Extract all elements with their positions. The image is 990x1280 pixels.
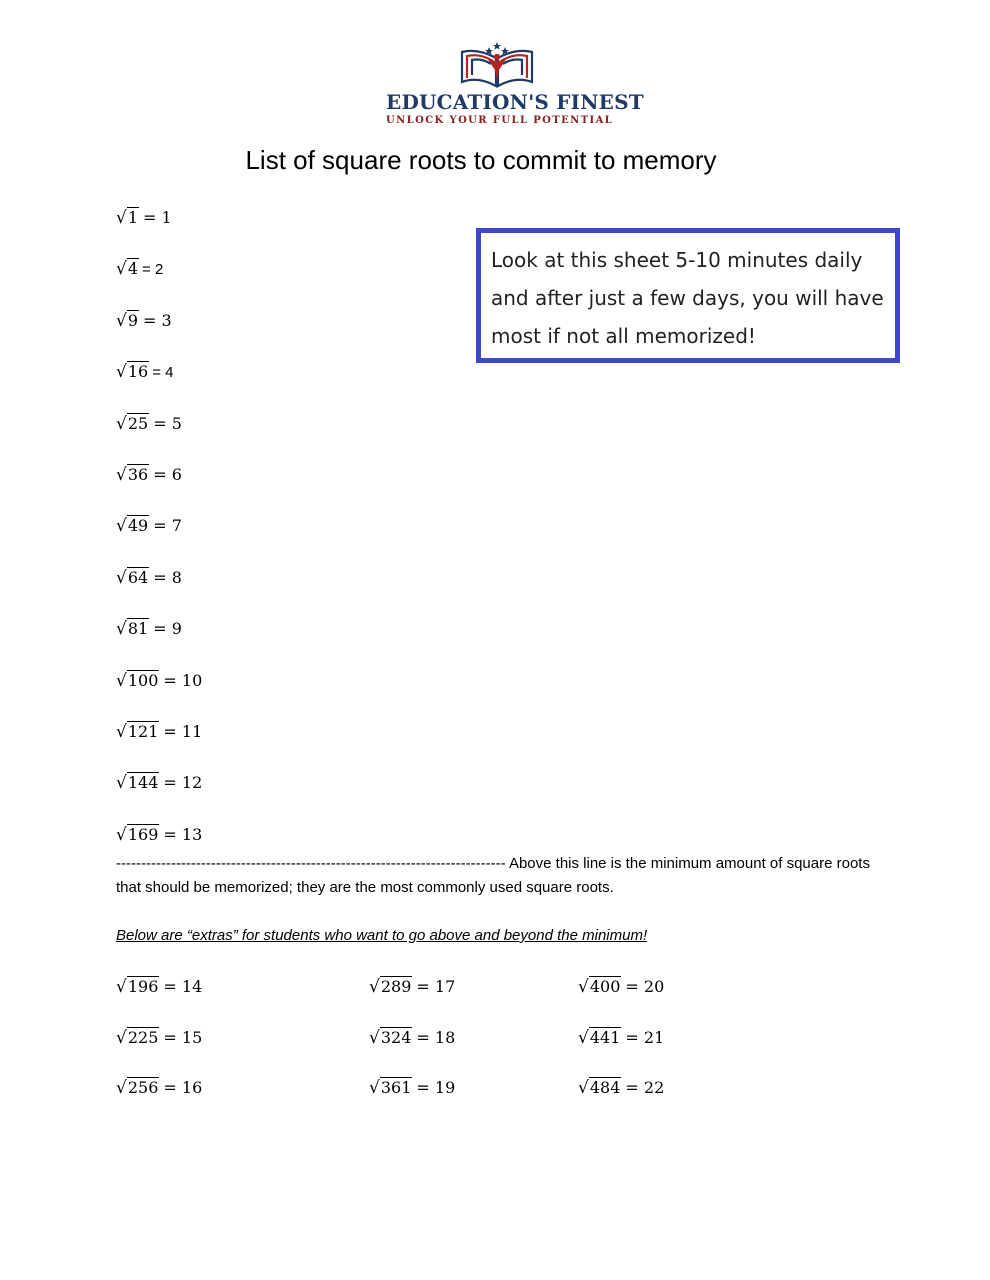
radical-expression: [578, 1028, 621, 1048]
radical-sign-icon: √: [369, 977, 380, 997]
radicand: 289: [380, 977, 412, 996]
root-equation: [578, 1078, 664, 1098]
root-value: = 4: [152, 364, 174, 382]
radical-expression: [369, 1028, 412, 1048]
root-equation: [578, 1028, 664, 1048]
radicand: 16: [127, 362, 149, 382]
callout-box: [476, 228, 900, 363]
root-value: = 13: [163, 824, 203, 844]
root-value: = 8: [153, 567, 182, 587]
radical-expression: [369, 1078, 412, 1098]
root-equation: [578, 977, 664, 997]
radical-sign-icon: √: [369, 1078, 380, 1098]
root-value: = 22: [625, 1078, 665, 1097]
radical-sign-icon: √: [116, 1078, 127, 1098]
radical-expression: [116, 516, 149, 536]
root-equation: [116, 516, 182, 536]
radical-sign-icon: √: [116, 362, 127, 383]
radical-sign-icon: √: [116, 977, 127, 997]
radicand: 361: [380, 1078, 412, 1097]
radicand: 144: [127, 773, 159, 793]
root-equation: [116, 568, 182, 588]
root-value: = 21: [625, 1027, 665, 1047]
radical-expression: [116, 311, 139, 331]
radical-expression: [116, 414, 149, 434]
root-value: = 18: [416, 1027, 456, 1047]
root-equation: [369, 1028, 455, 1048]
root-equation: [116, 825, 202, 845]
root-value: = 6: [153, 465, 182, 484]
radical-expression: [116, 362, 149, 382]
radical-sign-icon: √: [116, 310, 127, 331]
radical-sign-icon: √: [116, 516, 127, 537]
radical-expression: [116, 208, 139, 228]
radicand: 64: [127, 567, 149, 587]
radical-sign-icon: √: [116, 722, 127, 742]
root-value: = 11: [163, 722, 203, 741]
root-equation: [116, 311, 172, 331]
radicand: 36: [127, 465, 149, 484]
root-equation: [369, 1078, 455, 1098]
radicand: 121: [127, 722, 159, 741]
radical-expression: [116, 1028, 159, 1048]
radicand: 484: [589, 1078, 621, 1097]
radical-sign-icon: √: [116, 1027, 127, 1048]
radicand: 256: [127, 1078, 159, 1097]
radicand: 1: [127, 208, 139, 227]
root-equation: [369, 977, 455, 997]
radical-expression: [116, 825, 159, 845]
radical-expression: [578, 977, 621, 997]
root-equation: [116, 414, 182, 434]
brand-name: EDUCATION'S FINEST: [386, 90, 644, 114]
radical-sign-icon: √: [116, 208, 127, 228]
root-value: = 20: [625, 977, 665, 996]
root-equation: [116, 1028, 202, 1048]
root-equation: [116, 208, 172, 228]
root-equation: [116, 619, 182, 639]
radicand: 49: [127, 516, 149, 536]
logo: [386, 38, 644, 130]
open-book-logo-icon: [456, 38, 538, 90]
extras-heading: Below are “extras” for students who want to go above and beyond the minimum!: [116, 927, 648, 944]
root-equation: [116, 671, 202, 691]
radical-sign-icon: √: [578, 977, 589, 997]
page-title: List of square roots to commit to memory: [245, 145, 717, 175]
radical-expression: [116, 619, 149, 639]
radical-expression: [578, 1078, 621, 1098]
radical-expression: [116, 259, 139, 279]
radical-expression: [116, 465, 149, 485]
radical-sign-icon: √: [116, 465, 127, 485]
radical-sign-icon: √: [578, 1027, 589, 1048]
radicand: 25: [127, 413, 149, 433]
radical-sign-icon: √: [116, 670, 127, 691]
root-value: = 19: [416, 1078, 456, 1097]
radical-expression: [116, 1078, 159, 1098]
brand-tagline: UNLOCK YOUR FULL POTENTIAL: [386, 115, 614, 126]
root-equation: [116, 722, 202, 742]
radicand: 81: [127, 619, 149, 639]
radicand: 169: [127, 824, 159, 844]
root-value: = 14: [163, 977, 203, 996]
radicand: 441: [589, 1027, 621, 1047]
root-equation: [116, 362, 173, 383]
radical-sign-icon: √: [369, 1027, 380, 1048]
radicand: 400: [589, 977, 621, 996]
root-value: = 9: [153, 619, 182, 639]
radical-sign-icon: √: [116, 259, 127, 280]
root-equation: [116, 773, 202, 793]
radical-expression: [116, 977, 159, 997]
radical-sign-icon: √: [116, 413, 127, 434]
radical-sign-icon: √: [578, 1078, 589, 1098]
root-value: = 12: [163, 773, 203, 793]
radical-expression: [116, 722, 159, 742]
callout-text: Look at this sheet 5-10 minutes daily and after just a few days, you will have most if not all memorized!: [491, 248, 884, 348]
radicand: 9: [127, 310, 139, 330]
radical-sign-icon: √: [116, 619, 127, 640]
root-equation: [116, 465, 182, 485]
radical-expression: [116, 773, 159, 793]
radical-expression: [369, 977, 412, 997]
root-value: = 10: [163, 670, 203, 690]
radical-expression: [116, 671, 159, 691]
root-value: = 7: [153, 516, 182, 536]
root-value: = 2: [142, 261, 164, 279]
radical-sign-icon: √: [116, 567, 127, 588]
root-value: = 17: [416, 977, 456, 996]
radicand: 225: [127, 1027, 159, 1047]
radical-expression: [116, 568, 149, 588]
radicand: 100: [127, 670, 159, 690]
radical-sign-icon: √: [116, 773, 127, 794]
root-equation: [116, 1078, 202, 1098]
root-value: = 5: [153, 413, 182, 433]
root-value: = 16: [163, 1078, 203, 1097]
root-value: = 1: [143, 208, 172, 227]
radicand: 4: [127, 259, 139, 279]
root-equation: [116, 977, 202, 997]
radical-sign-icon: √: [116, 824, 127, 845]
divider-note: ------------------------------------------------------------------------------ Above this line is the minimum amount of square roots that should be memorized; they are the most commonly used square roots.: [116, 855, 870, 896]
root-value: = 15: [163, 1027, 203, 1047]
root-equation: [116, 259, 163, 280]
radicand: 324: [380, 1027, 412, 1047]
radicand: 196: [127, 977, 159, 996]
root-value: = 3: [143, 310, 172, 330]
